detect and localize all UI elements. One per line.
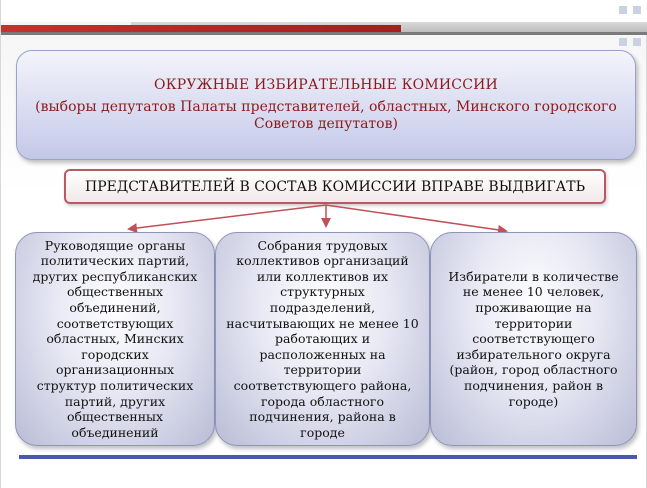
header-box: [16, 50, 636, 160]
card-labor-collectives: [215, 232, 430, 446]
top-band: [1, 0, 647, 22]
bottom-line: [19, 455, 637, 459]
arrow-right: [326, 205, 506, 231]
top-stripe-dark: [1, 32, 647, 35]
decor-square: [633, 38, 641, 46]
decor-square: [619, 38, 627, 46]
arrow-left: [129, 205, 326, 229]
card-text: Избиратели в количестве не менее 10 человек, проживающие на территории соответствующего избирательного округа (район, город областного подчинения, район в городе): [448, 268, 619, 409]
card-text: Собрания трудовых коллективов организаций или коллективов их структурных подразделений, насчитывающих не менее 10 работающих и расположенных на территории соответствующего района, города областного подчинения, района в городе: [226, 237, 419, 440]
nominate-label: ПРЕДСТАВИТЕЛЕЙ В СОСТАВ КОМИССИИ ВПРАВЕ ВЫДВИГАТЬ: [84, 178, 586, 195]
card-text: Руководящие органы политических партий, других республиканских общественных объединений, соответствующих областных, Минских городских организационных структур политических партий, других общественных объединений: [32, 237, 198, 440]
header-title: ОКРУЖНЫЕ ИЗБИРАТЕЛЬНЫЕ КОМИССИИ: [154, 77, 498, 93]
header-subtitle: (выборы депутатов Палаты представителей, областных, Минского городского Советов депутатов): [35, 99, 617, 132]
decor-square: [633, 6, 641, 14]
top-stripe-red: [1, 25, 401, 32]
card-voters: [430, 232, 637, 446]
nominate-box: [64, 169, 606, 204]
card-party-bodies: [15, 232, 215, 446]
decor-square: [619, 6, 627, 14]
